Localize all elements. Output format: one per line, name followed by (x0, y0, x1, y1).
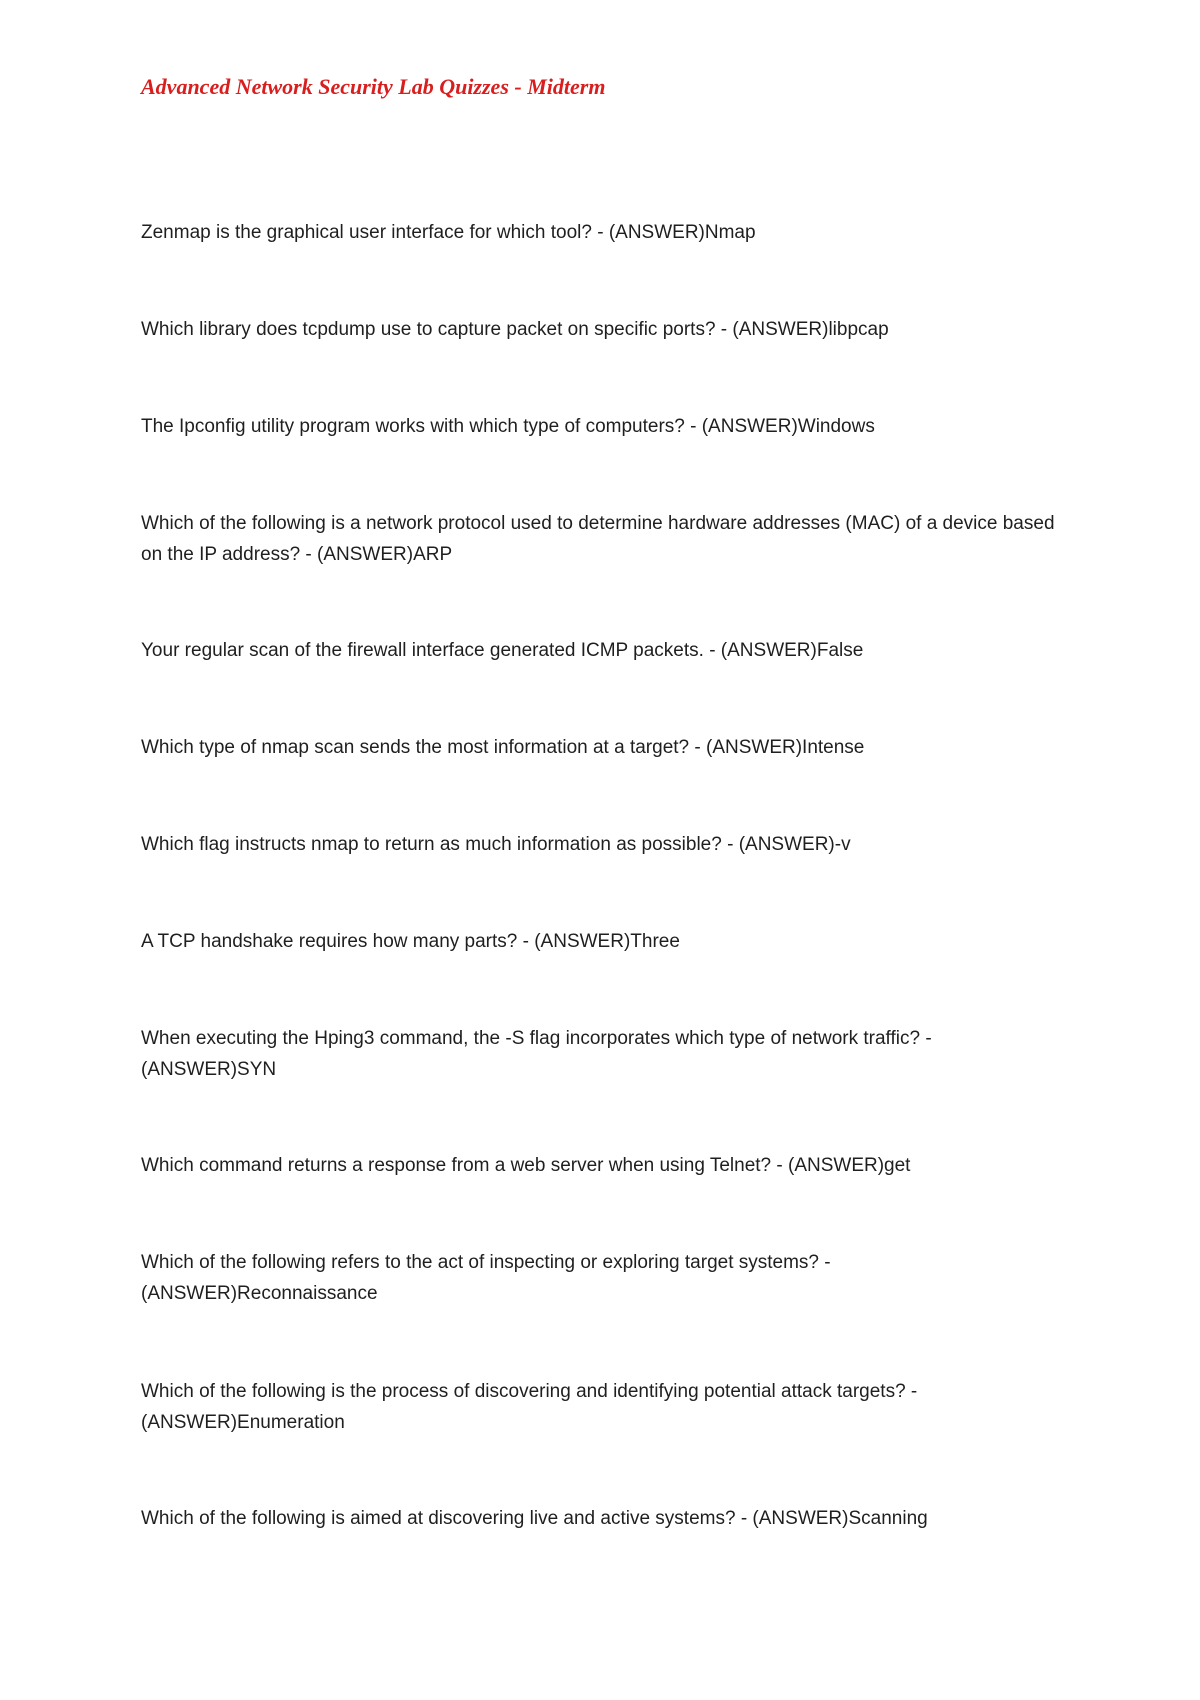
quiz-item-8: A TCP handshake requires how many parts? - (ANSWER)Three (141, 931, 680, 952)
quiz-item-2: Which library does tcpdump use to capture packet on specific ports? - (ANSWER)libpcap (141, 319, 889, 340)
quiz-item-9: When executing the Hping3 command, the -S flag incorporates which type of network traffic? - (ANSWER)SYN (141, 1028, 932, 1080)
quiz-item-1: Zenmap is the graphical user interface for which tool? - (ANSWER)Nmap (141, 222, 756, 243)
quiz-item-7: Which flag instructs nmap to return as much information as possible? - (ANSWER)-v (141, 834, 851, 855)
document-title: Advanced Network Security Lab Quizzes - Midterm (141, 74, 606, 99)
quiz-item-13: Which of the following is aimed at discovering live and active systems? - (ANSWER)Scanning (141, 1508, 928, 1529)
quiz-item-5: Your regular scan of the firewall interface generated ICMP packets. - (ANSWER)False (141, 640, 864, 661)
quiz-item-4: Which of the following is a network protocol used to determine hardware addresses (MAC) of a device based on the IP address? - (ANSWER)ARP (141, 513, 1055, 565)
quiz-item-6: Which type of nmap scan sends the most information at a target? - (ANSWER)Intense (141, 737, 865, 758)
quiz-item-12: Which of the following is the process of discovering and identifying potential attack targets? - (ANSWER)Enumeration (141, 1381, 918, 1433)
quiz-item-11: Which of the following refers to the act of inspecting or exploring target systems? - (ANSWER)Reconnaissance (141, 1252, 831, 1304)
quiz-item-10: Which command returns a response from a web server when using Telnet? - (ANSWER)get (141, 1155, 911, 1176)
quiz-item-3: The Ipconfig utility program works with which type of computers? - (ANSWER)Windows (141, 416, 875, 437)
